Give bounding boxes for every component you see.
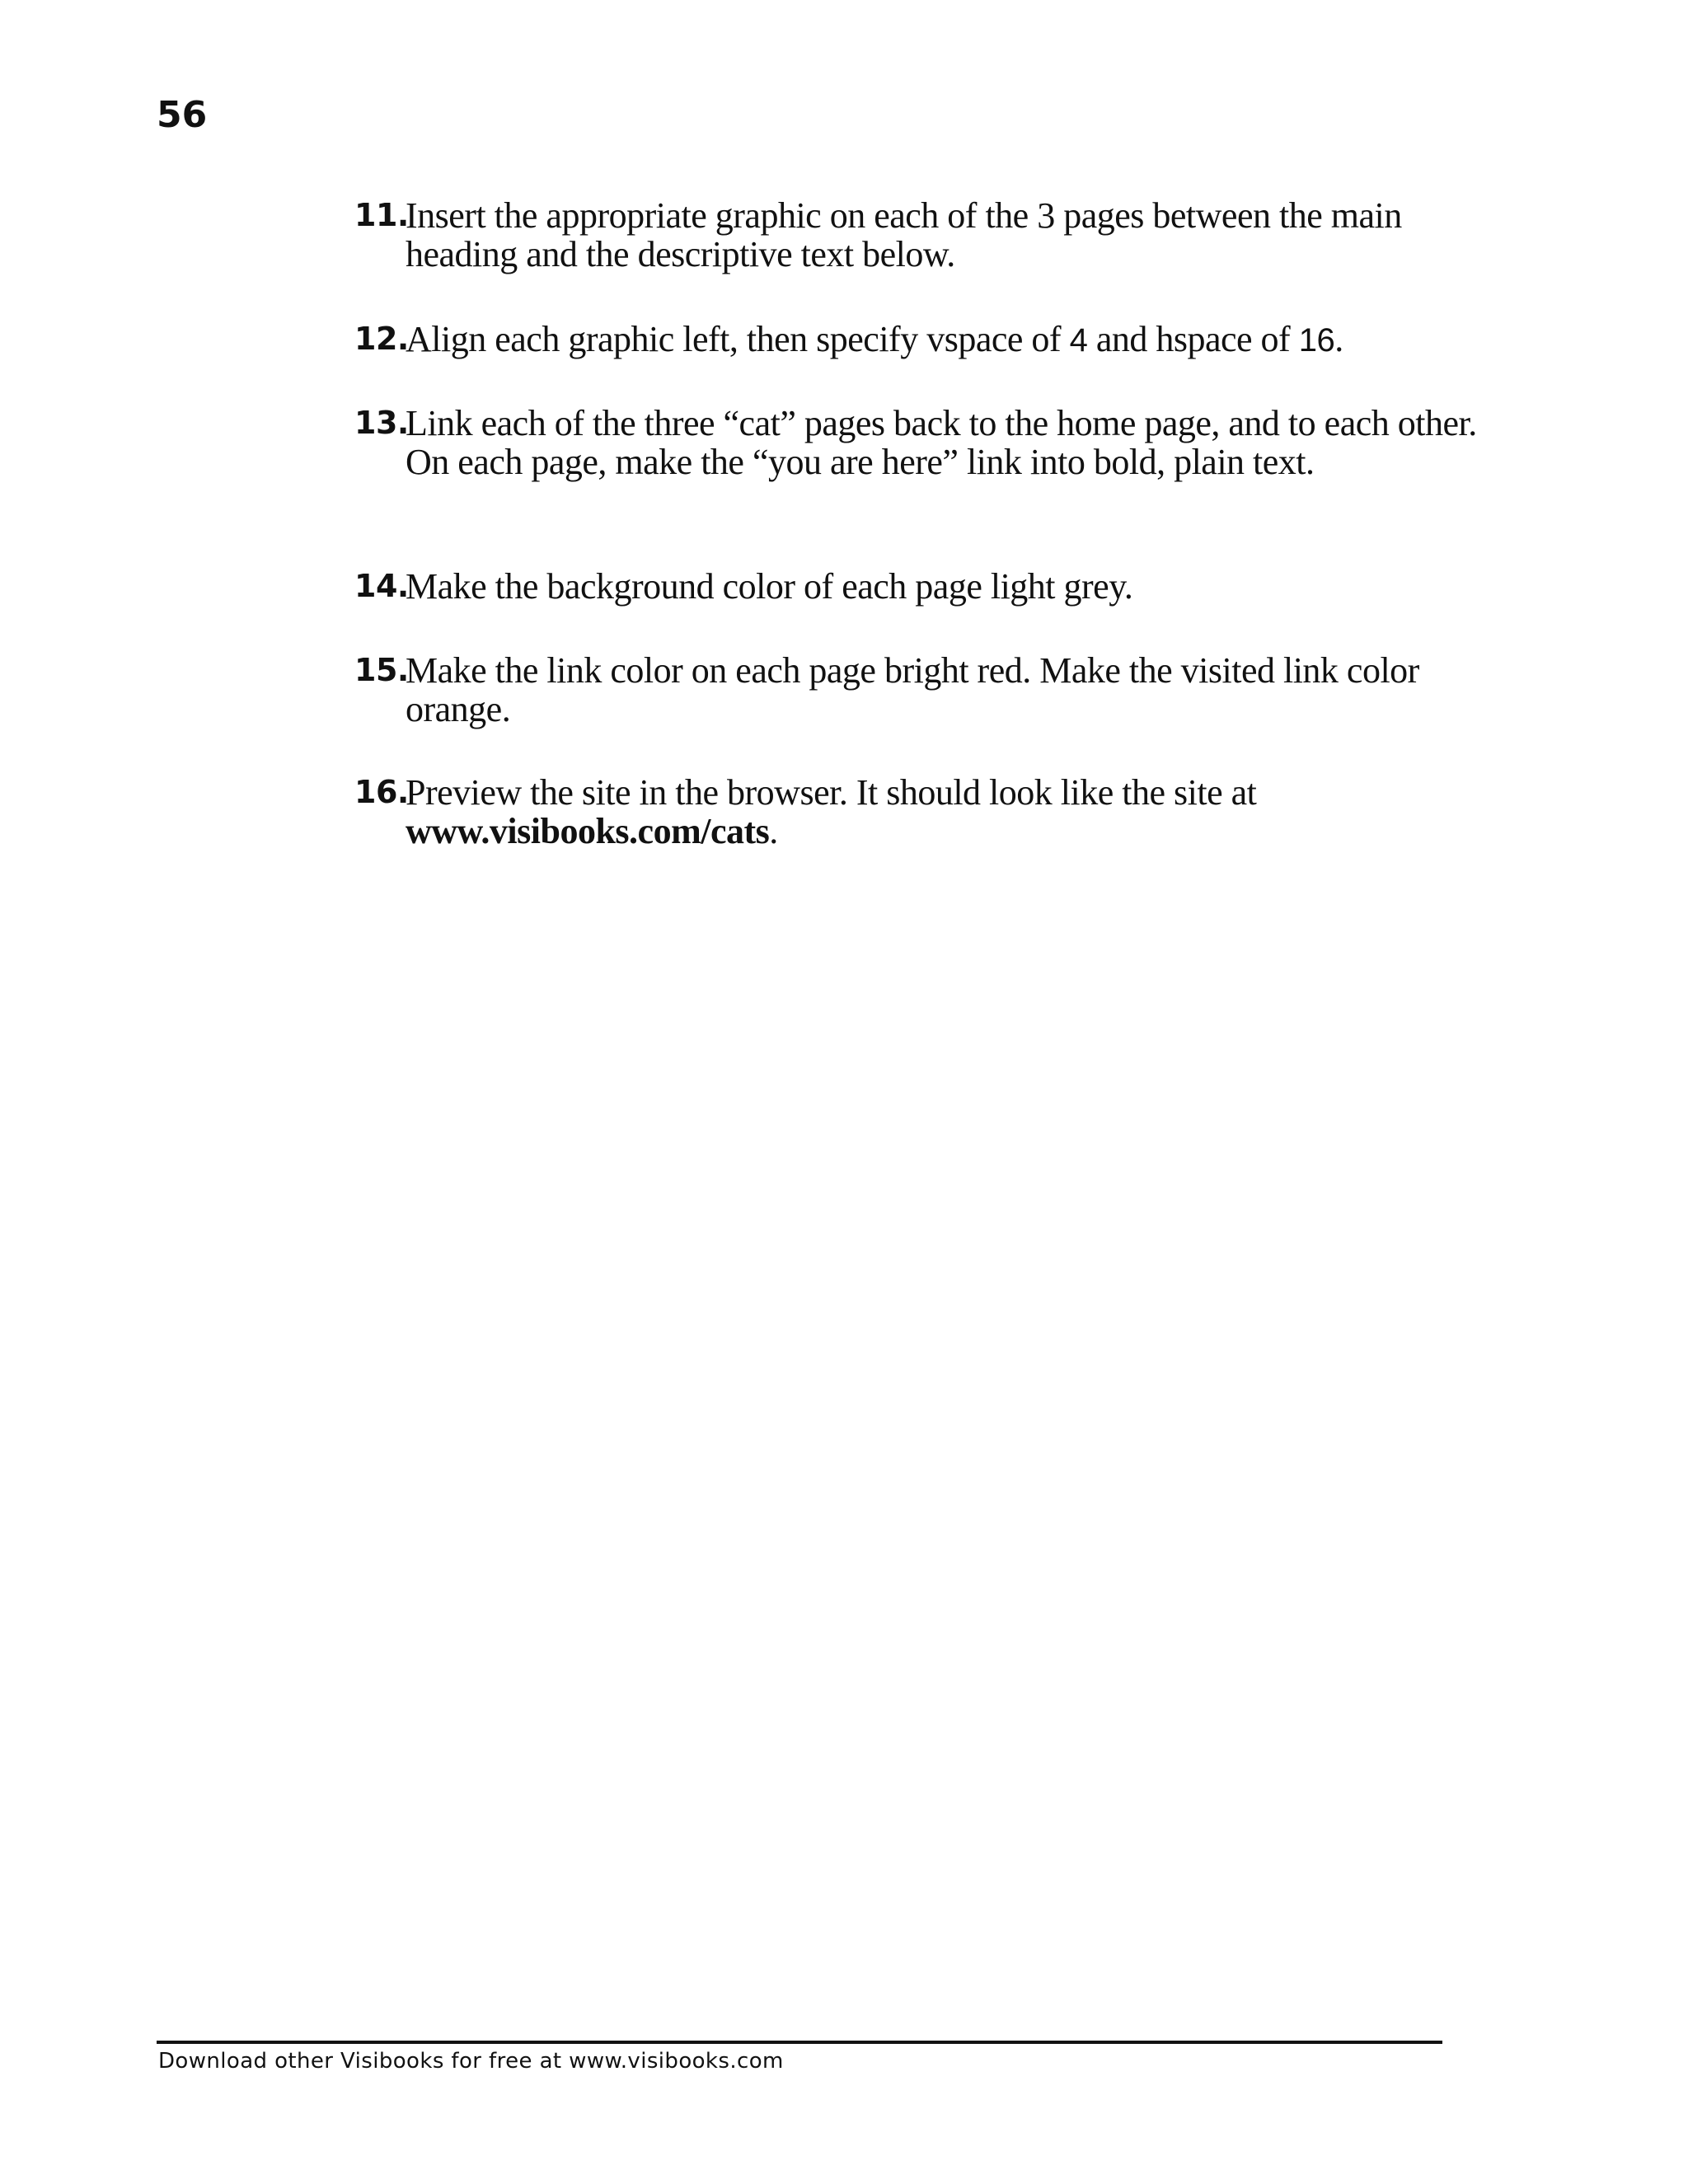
step-text: Preview the site in the browser. It should look like the site at	[406, 772, 1257, 813]
step-number: 15 .	[354, 651, 409, 690]
step-number: 16 .	[354, 773, 409, 812]
list-item	[354, 651, 1493, 729]
step-text: .	[1334, 319, 1343, 359]
list-item	[354, 320, 1493, 360]
step-text: Make the background color of each page light grey.	[406, 566, 1133, 607]
step-text: Link each of the three “cat” pages back to the home page, and to each other. On each page, make the “you are here” link into bold, plain text.	[406, 403, 1477, 482]
step-number: 14 .	[354, 567, 409, 606]
list-item	[354, 404, 1493, 481]
page-number: 56	[157, 94, 208, 136]
site-url-link[interactable]: www.visibooks.com/cats	[406, 811, 770, 851]
step-text: Align each graphic left, then specify vspace of	[406, 319, 1070, 359]
step-text: .	[769, 811, 778, 851]
step-number: 11 .	[354, 196, 409, 235]
step-number: 12 .	[354, 320, 409, 359]
hspace-value: 16	[1298, 322, 1335, 359]
step-text: and hspace of	[1087, 319, 1299, 359]
step-text: Make the link color on each page bright red. Make the visited link color orange.	[406, 650, 1419, 729]
step-number: 13 .	[354, 404, 409, 443]
footer-divider	[157, 2041, 1442, 2044]
list-item	[354, 196, 1493, 274]
vspace-value: 4	[1069, 322, 1088, 359]
list-item	[354, 773, 1493, 851]
footer-text: Download other Visibooks for free at www.visibooks.com	[158, 2049, 784, 2074]
list-item	[354, 567, 1493, 606]
step-text: Insert the appropriate graphic on each of the 3 pages between the main heading and the descriptive text below.	[406, 195, 1402, 274]
